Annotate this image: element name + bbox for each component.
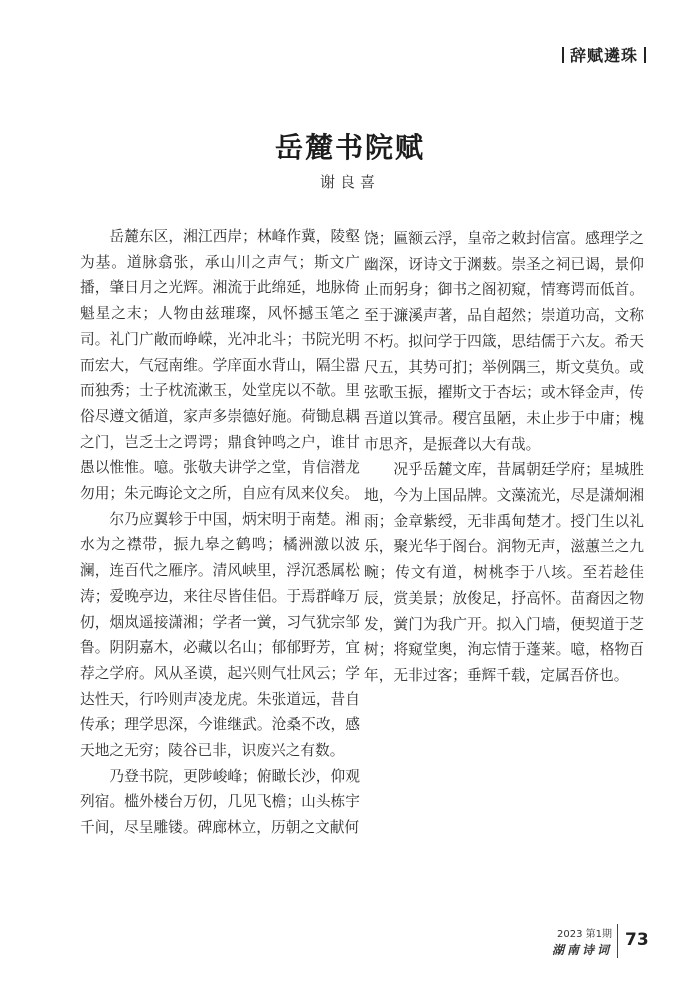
- body-column-right: [364, 226, 644, 689]
- paragraph: 况乎岳麓文库，昔属朝廷学府；星城胜地，今为上国品牌。文藻流光，尽是潇炯湘雨；金章紫绶，无非禹甸楚才。授门生以礼乐，聚光华于阁台。润物无声，滋蕙兰之九畹；传文有道，树桃李于八垓。至若趁佳辰，赏美景；放俊足，抒高怀。苗裔因之物发，黉门为我广开。拟入门墙，便契道于芝树；将窥堂奥，洵忘情于蓬莱。噫，格物百年，无非过客；垂辉千载，定属吾侪也。: [364, 461, 644, 684]
- footer-journal-info: [552, 928, 612, 958]
- paragraph: 尔乃应翼轸于中国，炳宋明于南楚。湘水为之襟带，振九皋之鹤鸣；橘洲激以波澜，连百代之雁序。清风峡里，浮沉悉属松涛；爱晚亭边，来往尽皆佳侣。于焉群峰万仞，烟岚遥接潇湘；学者一黉，习气犹宗邹鲁。阴阴嘉木，必藏以名山；郁郁野芳，宜荐之学府。风从圣谟，起兴则气壮风云；学达性天，行吟则声凌龙虎。朱张道远，昔自传承；理学思深，今谁继武。沧桑不改，感天地之无穷；陵谷已非，识废兴之有数。: [80, 510, 360, 760]
- section-tag-right-bar: [644, 47, 646, 63]
- footer-divider: [617, 924, 618, 958]
- article-title: 岳麓书院赋: [274, 131, 425, 164]
- section-tag-label: 辞赋遴珠: [569, 46, 638, 65]
- paragraph: 岳麓东区，湘江西岸；林峰作冀，陵壑为基。道脉翕张，承山川之声气；斯文广播，肇日月之光辉。湘流于此绵延，地脉倚魁星之末；人物由兹璀璨，风怀撼玉笔之司。礼门广敞而峥嵘，光冲北斗；书院光明而宏大，气冠南维。学庠面水背山，隔尘嚣而独秀；士子枕流漱玉，处堂庑以不欹。里俗尽遵文循道，家声多崇德好施。荷锄息耦之门，岂乏士之谔谔；鼎食钟鸣之户，谁甘愚以惟惟。噫。张敬夫讲学之堂，肯信潜龙勿用；朱元晦论文之所，自应有凤来仪矣。: [80, 228, 360, 503]
- paragraph: 乃登书院，更陟峻峰；俯瞰长沙，仰观列宿。槛外楼台万仞，几见飞檐；山头栋宇千间，尽呈雕镂。碑廊林立，历朝之文献何: [80, 767, 360, 837]
- magazine-name: 湖南诗词: [551, 943, 612, 957]
- section-tag-left-bar: [562, 47, 564, 63]
- section-tag: [556, 43, 652, 66]
- issue-label: 2023 第1期: [557, 929, 612, 940]
- paragraph-continued: 饶；匾额云浮，皇帝之敕封信富。感理学之幽深，讶诗文于渊薮。崇圣之祠已谒，景仰止而躬身；御书之阁初窥，情骞谔而低首。至于濂溪声著，品自超然；崇道功高，文称不朽。拟问学于四箴，思结儒于六友。希天尺五，其势可扪；举例隅三，斯文莫负。或弦歌玉振，擢斯文于杏坛；或木铎金声，传吾道以箕帚。稷宫虽陋，未止步于中庸；槐市思齐，是振聋以大有哉。: [364, 230, 644, 453]
- page-number: 73: [625, 930, 649, 950]
- article-author: 谢良喜: [319, 173, 380, 191]
- body-column-left: [80, 224, 360, 841]
